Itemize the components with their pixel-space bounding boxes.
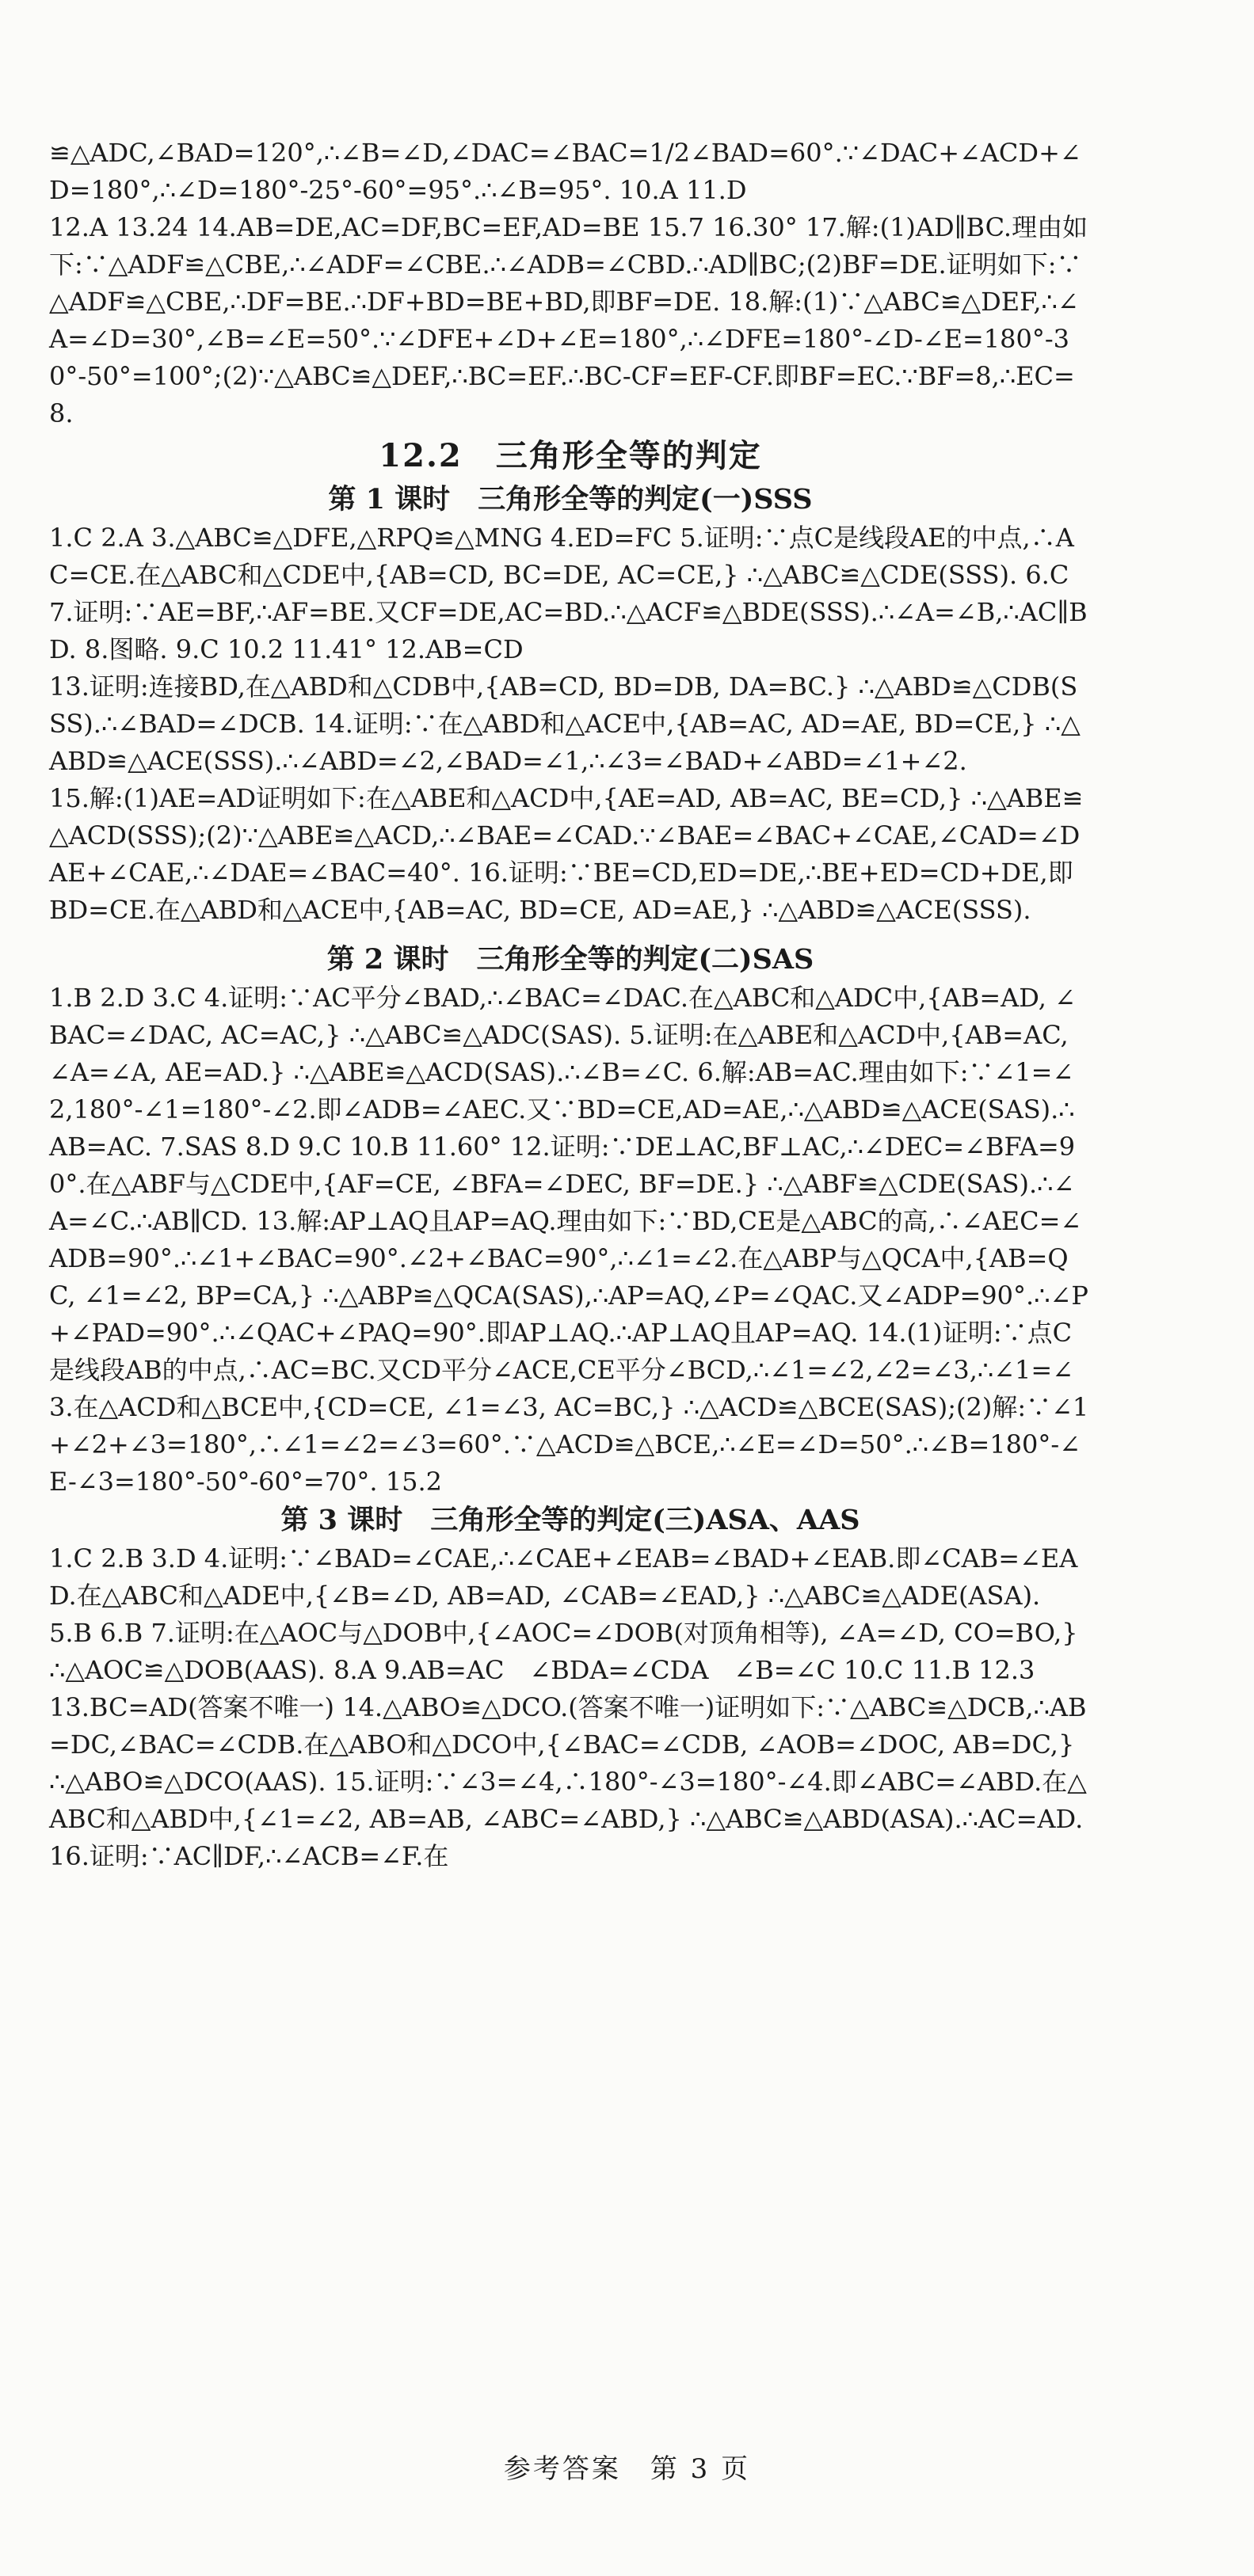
lesson2-title: 第 2 课时 三角形全等的判定(二)SAS [326, 943, 814, 976]
answer-content [49, 135, 1092, 1875]
intro-paragraph-2: 12.A 13.24 14.AB=DE,AC=DF,BC=EF,AD=BE 15.7 16.30° 17.解:(1)AD∥BC.理由如下:∵△ADF≌△CBE,∴∠ADF=∠CBE.∴∠ADB=∠CBD.∴AD∥BC;(2)BF=DE.证明如下:∵△ADF≌△CBE,∴DF=BE.∴DF+BD=BE+BD,即BF=DE. 18.解:(1)∵△ABC≌△DEF,∴∠A=∠D=30°,∠B=∠E=50°.∵∠DFE+∠D+∠E=180°,∴∠DFE=180°-∠D-∠E=180°-30°-50°=100°;(2)∵△ABC≌△DEF,∴BC=EF.∴BC-CF=EF-CF.即BF=EC.∵BF=8,∴EC=8. [49, 212, 1088, 428]
lesson3-paragraph-1: 1.C 2.B 3.D 4.证明:∵∠BAD=∠CAE,∴∠CAE+∠EAB=∠BAD+∠EAB.即∠CAB=∠EAD.在△ABC和△ADE中,{∠B=∠D, AB=AD, ∠CAB=∠EAD,} ∴△ABC≌△ADE(ASA). [49, 1543, 1078, 1611]
lesson3-title: 第 3 课时 三角形全等的判定(三)ASA、AAS [280, 1504, 860, 1536]
lesson1-title: 第 1 课时 三角形全等的判定(一)SSS [328, 483, 813, 516]
lesson3-paragraph-3: 13.BC=AD(答案不唯一) 14.△ABO≌△DCO.(答案不唯一)证明如下:∵△ABC≌△DCB,∴AB=DC,∠BAC=∠CDB.在△ABO和△DCO中,{∠BAC=∠CDB, ∠AOB=∠DOC, AB=DC,} ∴△ABO≌△DCO(AAS). 15.证明:∵∠3=∠4,∴180°-∠3=180°-∠4.即∠ABC=∠ABD.在△ABC和△ABD中,{∠1=∠2, AB=AB, ∠ABC=∠ABD,} ∴△ABC≌△ABD(ASA).∴AC=AD. 16.证明:∵AC∥DF,∴∠ACB=∠F.在 [49, 1692, 1087, 1871]
page-footer: 参考答案 第 3 页 [503, 2453, 751, 2485]
intro-paragraph-1: ≌△ADC,∠BAD=120°,∴∠B=∠D,∠DAC=∠BAC=1/2∠BAD=60°.∵∠DAC+∠ACD+∠D=180°,∴∠D=180°-25°-60°=95°.∴∠B=95°. 10.A 11.D [49, 138, 1081, 205]
lesson2-paragraph-1: 1.B 2.D 3.C 4.证明:∵AC平分∠BAD,∴∠BAC=∠DAC.在△ABC和△ADC中,{AB=AD, ∠BAC=∠DAC, AC=AC,} ∴△ABC≌△ADC(SAS). 5.证明:在△ABE和△ACD中,{AB=AC, ∠A=∠A, AE=AD.} ∴△ABE≌△ACD(SAS).∴∠B=∠C. 6.解:AB=AC.理由如下:∵∠1=∠2,180°-∠1=180°-∠2.即∠ADB=∠AEC.又∵BD=CE,AD=AE,∴△ABD≌△ACE(SAS).∴AB=AC. 7.SAS 8.D 9.C 10.B 11.60° 12.证明:∵DE⊥AC,BF⊥AC,∴∠DEC=∠BFA=90°.在△ABF与△CDE中,{AF=CE, ∠BFA=∠DEC, BF=DE.} ∴△ABF≌△CDE(SAS).∴∠A=∠C.∴AB∥CD. 13.解:AP⊥AQ且AP=AQ.理由如下:∵BD,CE是△ABC的高,∴∠AEC=∠ADB=90°.∴∠1+∠BAC=90°.∠2+∠BAC=90°,∴∠1=∠2.在△ABP与△QCA中,{AB=QC, ∠1=∠2, BP=CA,} ∴△ABP≌△QCA(SAS),∴AP=AQ,∠P=∠QAC.又∠ADP=90°.∴∠P+∠PAD=90°.∴∠QAC+∠PAQ=90°.即AP⊥AQ.∴AP⊥AQ且AP=AQ. 14.(1)证明:∵点C是线段AB的中点,∴AC=BC.又CD平分∠ACE,CE平分∠BCD,∴∠1=∠2,∠2=∠3,∴∠1=∠3.在△ACD和△BCE中,{CD=CE, ∠1=∠3, AC=BC,} ∴△ACD≌△BCE(SAS);(2)解:∵∠1+∠2+∠3=180°,∴∠1=∠2=∠3=60°.∵△ACD≌△BCE,∴∠E=∠D=50°.∴∠B=180°-∠E-∠3=180°-50°-60°=70°. 15.2 [49, 983, 1089, 1497]
lesson1-paragraph-2: 13.证明:连接BD,在△ABD和△CDB中,{AB=CD, BD=DB, DA=BC.} ∴△ABD≌△CDB(SSS).∴∠BAD=∠DCB. 14.证明:∵在△ABD和△ACE中,{AB=AC, AD=AE, BD=CE,} ∴△ABD≌△ACE(SSS).∴∠ABD=∠2,∠BAD=∠1,∴∠3=∠BAD+∠ABD=∠1+∠2. [49, 672, 1081, 776]
lesson3-paragraph-2: 5.B 6.B 7.证明:在△AOC与△DOB中,{∠AOC=∠DOB(对顶角相等), ∠A=∠D, CO=BO,} ∴△AOC≌△DOB(AAS). 8.A 9.AB=AC ∠BDA=∠CDA ∠B=∠C 10.C 11.B 12.3 [49, 1618, 1078, 1685]
section-title: 12.2 三角形全等的判定 [379, 437, 762, 474]
lesson1-paragraph-1: 1.C 2.A 3.△ABC≌△DFE,△RPQ≌△MNG 4.ED=FC 5.证明:∵点C是线段AE的中点,∴AC=CE.在△ABC和△CDE中,{AB=CD, BC=DE, AC=CE,} ∴△ABC≌△CDE(SSS). 6.C 7.证明:∵AE=BF,∴AF=BE.又CF=DE,AC=BD.∴△ACF≌△BDE(SSS).∴∠A=∠B,∴AC∥BD. 8.图略. 9.C 10.2 11.41° 12.AB=CD [49, 523, 1088, 664]
lesson1-paragraph-3: 15.解:(1)AE=AD证明如下:在△ABE和△ACD中,{AE=AD, AB=AC, BE=CD,} ∴△ABE≌△ACD(SSS);(2)∵△ABE≌△ACD,∴∠BAE=∠CAD.∵∠BAE=∠BAC+∠CAE,∠CAD=∠DAE+∠CAE,∴∠DAE=∠BAC=40°. 16.证明:∵BE=CD,ED=DE,∴BE+ED=CD+DE,即BD=CE.在△ABD和△ACE中,{AB=AC, BD=CE, AD=AE,} ∴△ABD≌△ACE(SSS). [49, 783, 1084, 925]
